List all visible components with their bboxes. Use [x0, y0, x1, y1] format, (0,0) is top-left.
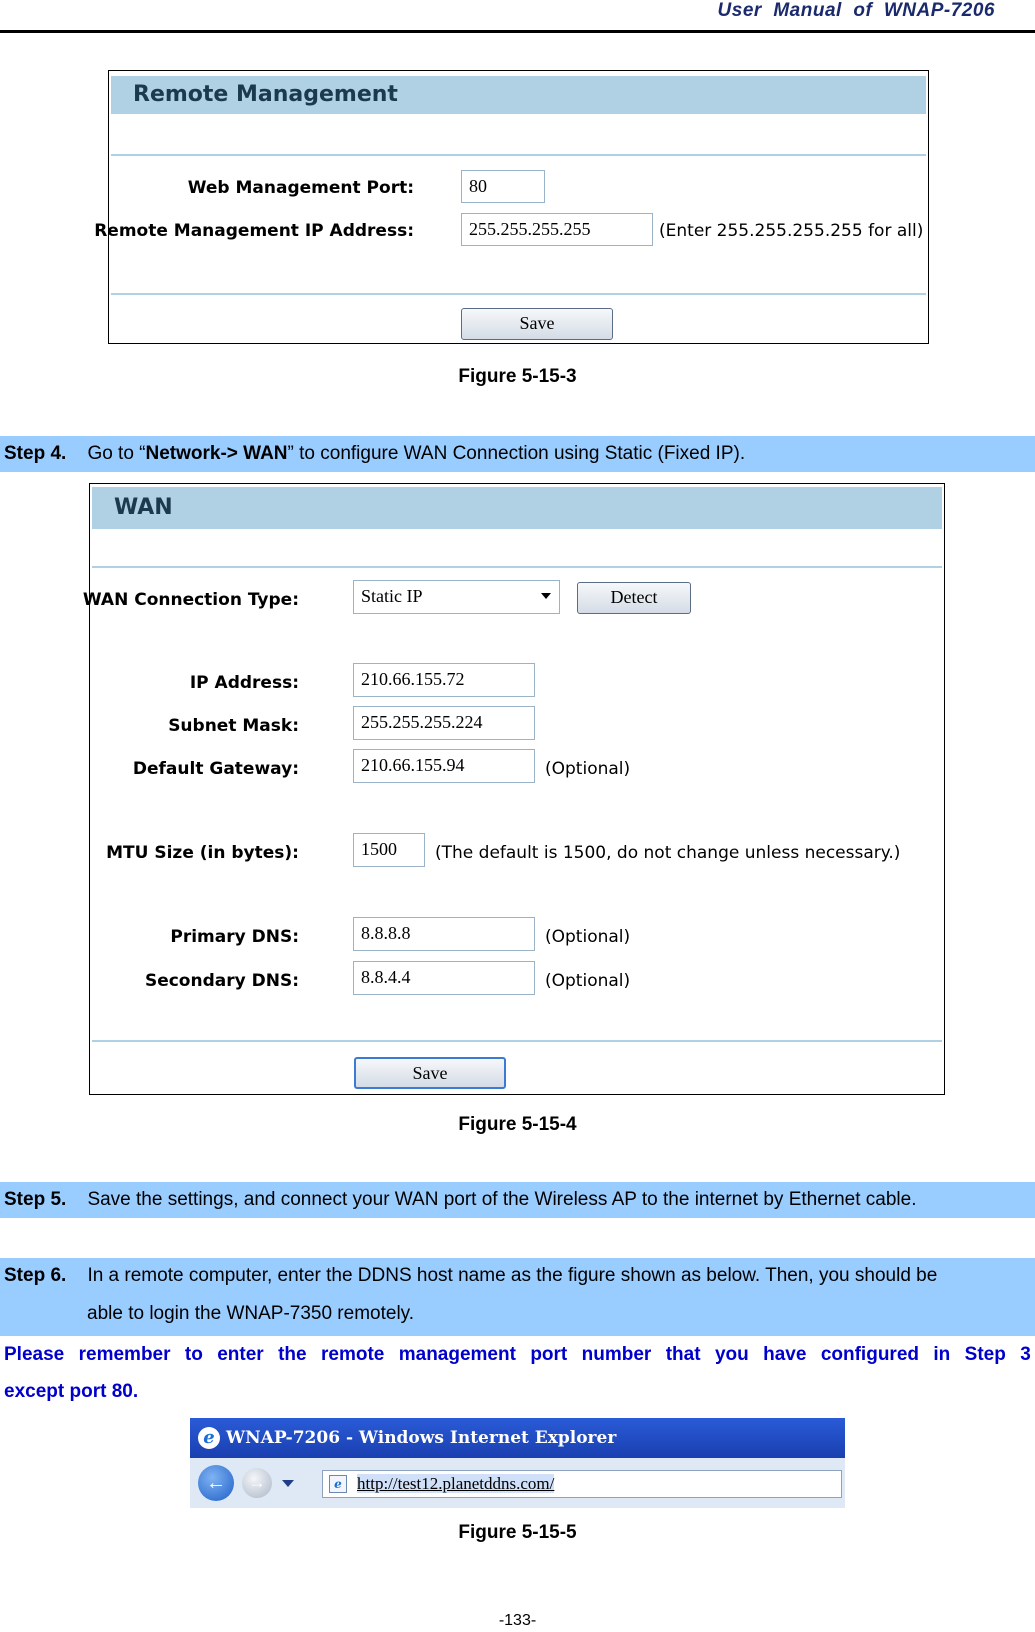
save-button[interactable]: Save — [354, 1057, 506, 1089]
chevron-down-icon — [541, 593, 551, 599]
note-line-2: except port 80. — [4, 1381, 139, 1402]
note-word: have — [763, 1344, 807, 1365]
subnet-mask-input[interactable]: 255.255.255.224 — [353, 706, 535, 740]
figure-caption: Figure 5-15-3 — [458, 366, 577, 387]
step-text: In a remote computer, enter the DDNS host name as the figure shown as below. Then, you should be — [87, 1265, 938, 1286]
note-word: configured — [820, 1344, 919, 1365]
note-word: that — [665, 1344, 701, 1365]
page-icon: e — [329, 1475, 347, 1493]
mtu-size-hint: (The default is 1500, do not change unless necessary.) — [435, 843, 901, 863]
mtu-size-input[interactable]: 1500 — [353, 833, 425, 867]
note-word: number — [581, 1344, 652, 1365]
step-label: Step 4. — [4, 443, 67, 464]
step-text: Go to “ — [87, 443, 146, 464]
browser-window — [190, 1418, 845, 1508]
panel-divider — [111, 154, 926, 156]
remote-management-ip-label: Remote Management IP Address: — [94, 221, 414, 241]
internet-explorer-icon: e — [198, 1427, 220, 1449]
remote-management-ip-input[interactable]: 255.255.255.255 — [461, 213, 653, 246]
panel-divider — [92, 1040, 942, 1042]
step-6-bar — [0, 1258, 1035, 1336]
step-text: ” to configure WAN Connection using Static (Fixed IP). — [287, 443, 746, 464]
header-divider — [0, 30, 1035, 33]
default-gateway-label: Default Gateway: — [132, 759, 299, 779]
note-word: management — [398, 1344, 516, 1365]
primary-dns-label: Primary DNS: — [170, 927, 299, 947]
note-word: Please — [4, 1344, 65, 1365]
figure-caption: Figure 5-15-4 — [458, 1114, 577, 1135]
browser-title-bar — [190, 1418, 845, 1458]
note-word: in — [933, 1344, 951, 1365]
back-arrow-icon[interactable]: ← — [198, 1465, 234, 1501]
browser-window-title: WNAP-7206 - Windows Internet Explorer — [226, 1428, 617, 1448]
wan-connection-type-select[interactable] — [353, 580, 560, 614]
note-word: remote — [320, 1344, 385, 1365]
wan-connection-type-value: Static IP — [361, 586, 423, 606]
step-label: Step 6. — [4, 1265, 67, 1286]
panel-divider — [92, 566, 942, 568]
note-word: port — [530, 1344, 568, 1365]
secondary-dns-input[interactable]: 8.8.4.4 — [353, 961, 535, 995]
primary-dns-input[interactable]: 8.8.8.8 — [353, 917, 535, 951]
step-5-bar — [0, 1182, 1035, 1218]
remote-management-panel — [94, 70, 929, 344]
panel-divider — [111, 293, 926, 295]
forward-arrow-icon[interactable]: → — [242, 1468, 272, 1498]
note-word: Step — [964, 1344, 1006, 1365]
ip-address-label: IP Address: — [189, 673, 299, 693]
remote-management-title: Remote Management — [111, 76, 926, 114]
address-url: http://test12.planetddns.com/ — [357, 1474, 555, 1493]
history-dropdown-icon[interactable] — [282, 1480, 294, 1487]
note-word: to — [184, 1344, 203, 1365]
mtu-size-label: MTU Size (in bytes): — [106, 843, 299, 863]
remote-management-ip-hint: (Enter 255.255.255.255 for all) — [659, 221, 924, 241]
wan-panel — [82, 483, 945, 1095]
web-management-port-input[interactable]: 80 — [461, 170, 545, 203]
step-text-bold: Network-> WAN — [145, 443, 288, 464]
web-management-port-label: Web Management Port: — [187, 178, 414, 198]
step-label: Step 5. — [4, 1189, 67, 1210]
step-4-bar — [0, 436, 1035, 472]
secondary-dns-hint: (Optional) — [545, 971, 631, 991]
detect-button[interactable]: Detect — [577, 582, 691, 614]
default-gateway-input[interactable]: 210.66.155.94 — [353, 749, 535, 783]
note-word: remember — [78, 1344, 171, 1365]
note-word: you — [714, 1344, 749, 1365]
address-bar[interactable] — [322, 1470, 842, 1498]
note-text — [4, 1336, 1031, 1410]
wan-title: WAN — [92, 487, 942, 529]
note-word: the — [278, 1344, 307, 1365]
wan-connection-type-label: WAN Connection Type: — [82, 590, 299, 610]
default-gateway-hint: (Optional) — [545, 759, 631, 779]
note-word: enter — [217, 1344, 264, 1365]
note-word: 3 — [1020, 1344, 1031, 1365]
step-text: able to login the WNAP-7350 remotely. — [87, 1303, 415, 1324]
save-button[interactable]: Save — [461, 308, 613, 340]
figure-caption: Figure 5-15-5 — [458, 1522, 577, 1543]
ip-address-input[interactable]: 210.66.155.72 — [353, 663, 535, 697]
page-number: -133- — [498, 1612, 537, 1629]
subnet-mask-label: Subnet Mask: — [168, 716, 299, 736]
primary-dns-hint: (Optional) — [545, 927, 631, 947]
secondary-dns-label: Secondary DNS: — [144, 971, 299, 991]
note-line-1 — [4, 1336, 1031, 1373]
document-header-title: User Manual of WNAP-7206 — [717, 0, 995, 21]
step-text: Save the settings, and connect your WAN port of the Wireless AP to the internet by Ethernet cable. — [87, 1189, 917, 1210]
